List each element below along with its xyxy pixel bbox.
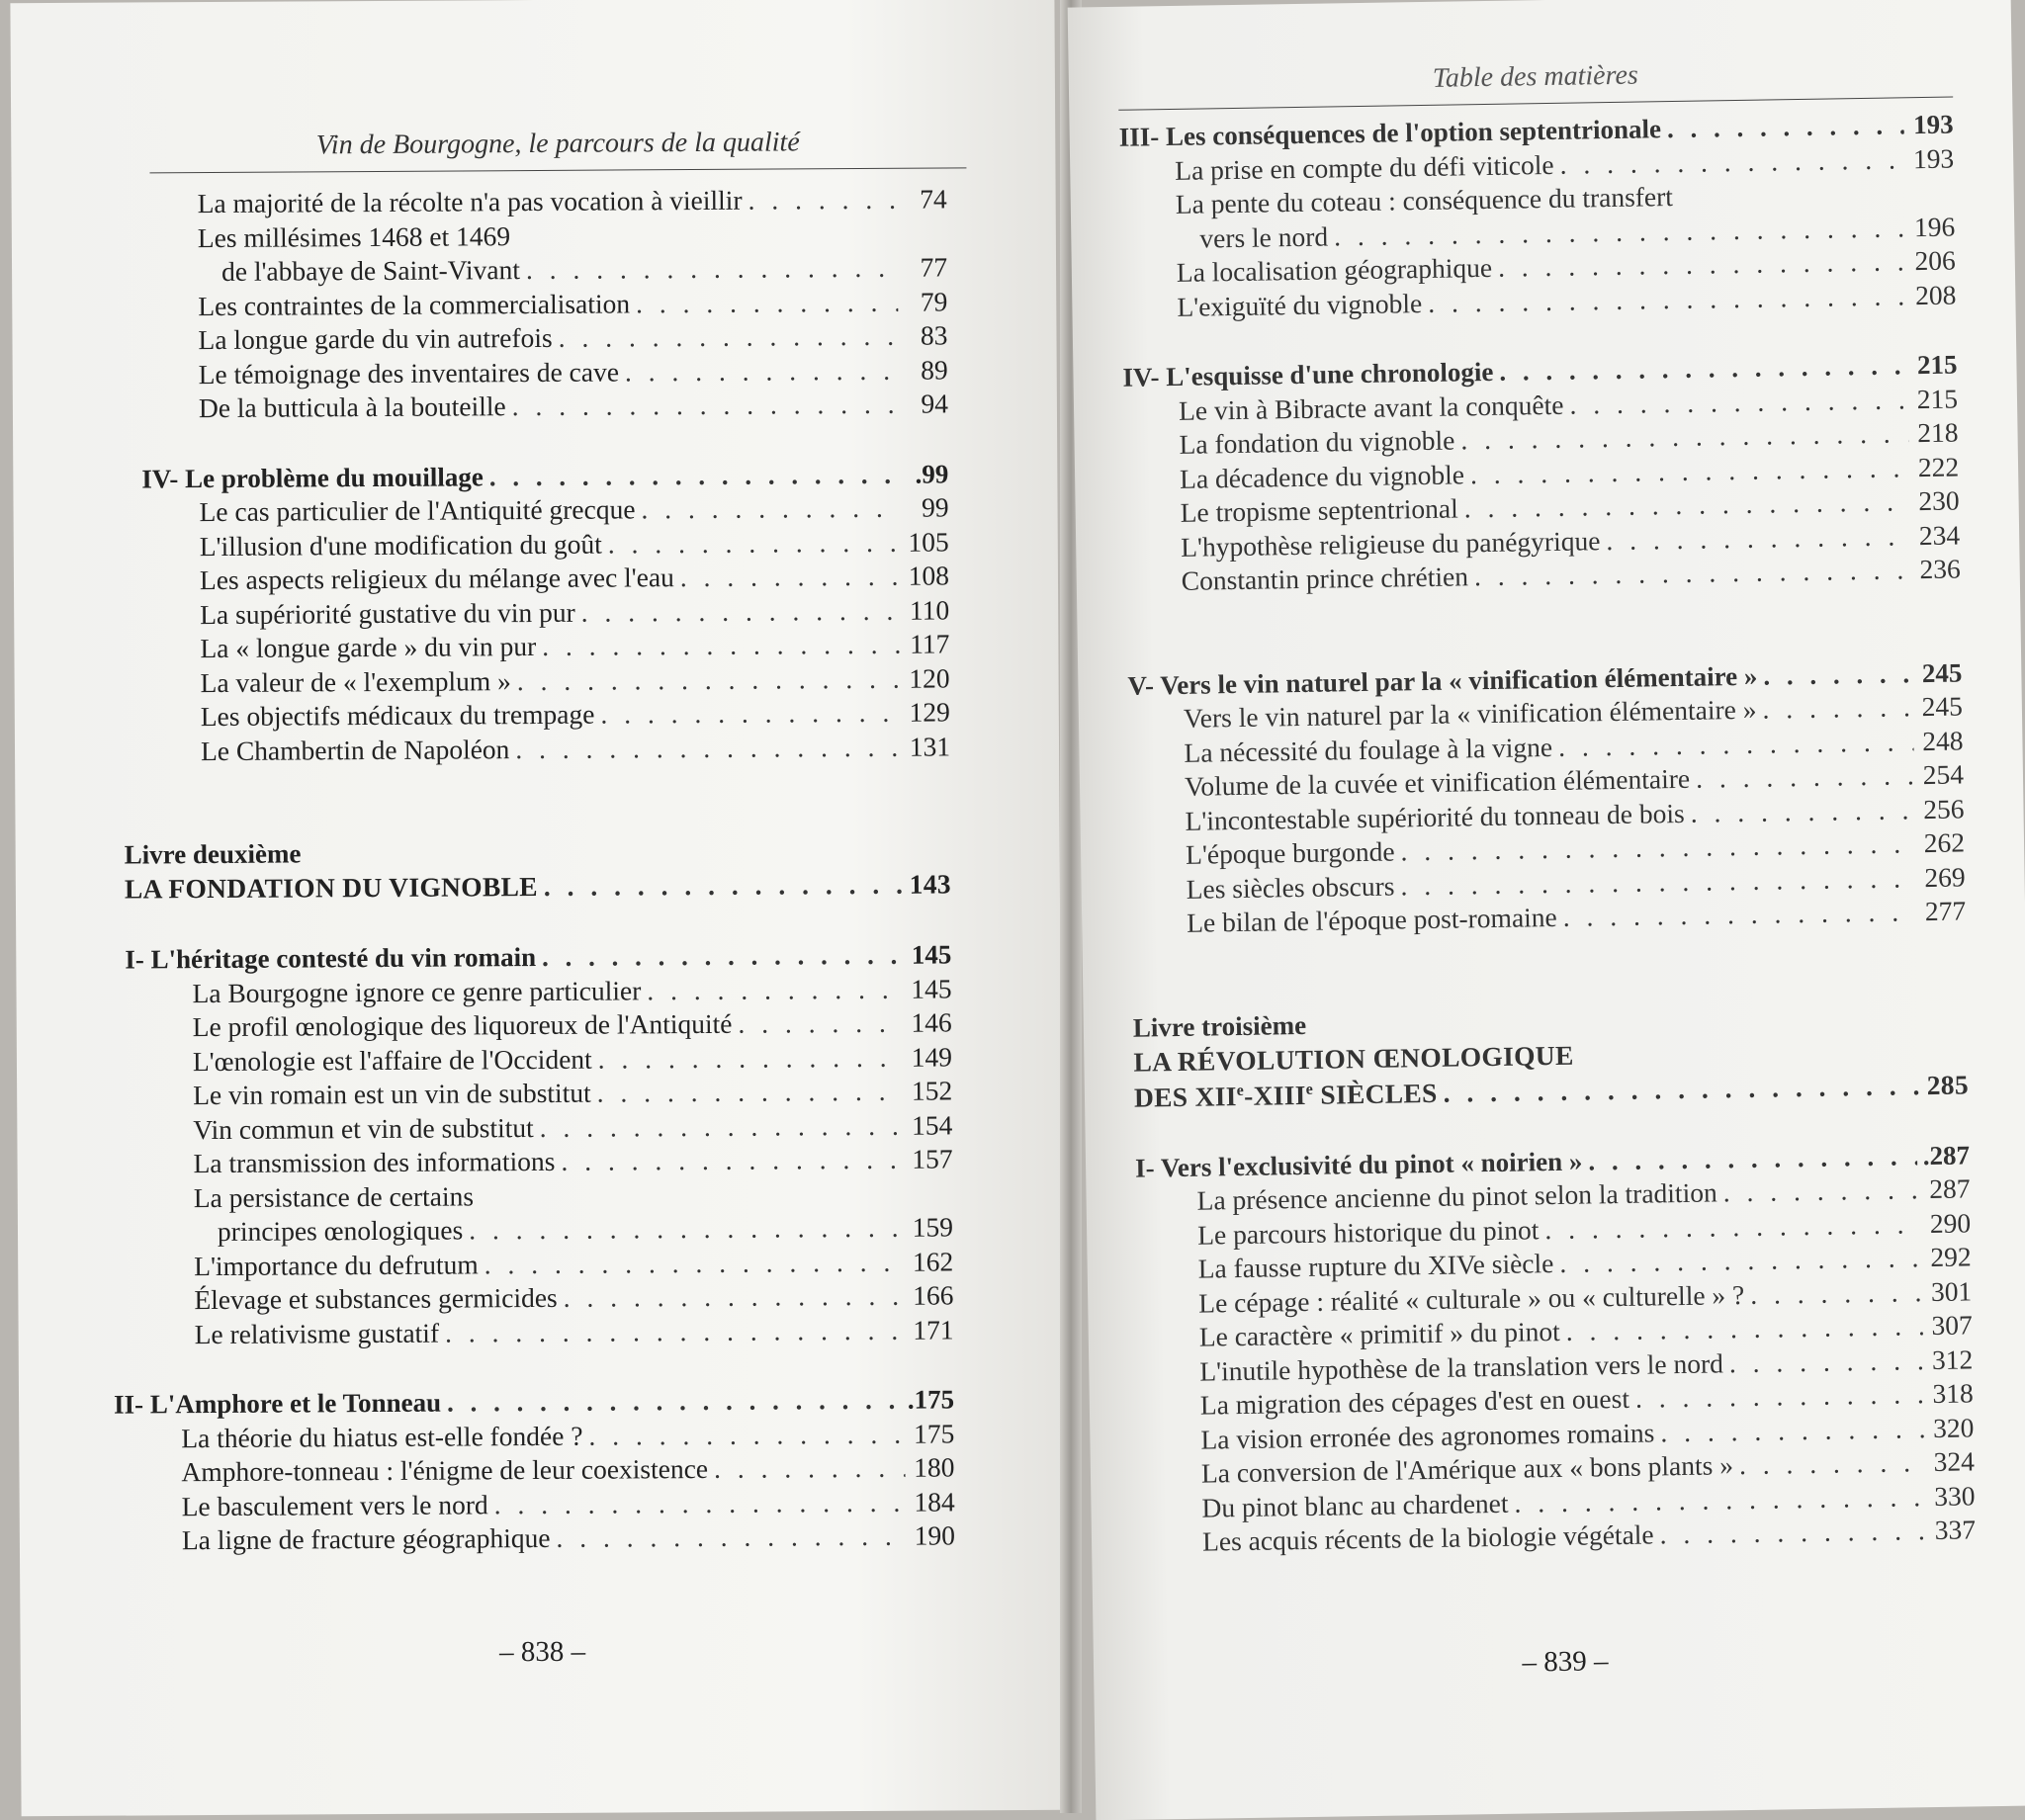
toc-entry: Le profil œnologique des liquoreux de l'Antiquité . . . 146 [126, 1005, 952, 1045]
toc-entry: Le cas particulier de l'Antiquité grecque . . . 99 [122, 490, 948, 530]
toc-entry: Le Chambertin de Napoléon . . . 131 [124, 730, 950, 769]
toc-entry: L'époque burgonde . . . 262 [1130, 825, 1965, 873]
toc-entry: Les contraintes de la commercialisation . . . 79 [121, 285, 947, 324]
toc-section-heading: IV- L'esquisse d'une chronologie . . . 215 [1122, 348, 1957, 395]
toc-entry: Les millésimes 1468 et 1469 [197, 219, 511, 253]
toc-entry: Le vin romain est un vin de substitut . . . 152 [126, 1074, 952, 1113]
toc-entry: Vers le vin naturel par la « vinification élémentaire » . . . 245 [1128, 689, 1963, 737]
toc-entry: L'importance du defrutum . . . 162 [127, 1245, 953, 1284]
toc-entry: La « longue garde » du vin pur . . . 117 [123, 627, 949, 666]
toc-entry: vers le nord . . . 196 [1120, 210, 1955, 257]
toc-entry: Le témoignage des inventaires de cave . . . 89 [122, 353, 948, 392]
right-page [1068, 0, 2025, 1820]
toc-entry: Les acquis récents de la biologie végétale . . . 337 [1141, 1513, 1976, 1560]
toc-entry: De la butticula à la bouteille . . . 94 [122, 387, 948, 426]
page-number: – 838 – [499, 1635, 586, 1669]
toc-entry: La transmission des informations . . . 157 [126, 1142, 952, 1181]
toc-entry: Vin commun et vin de substitut . . . 154 [126, 1108, 952, 1148]
right-running-head: Table des matières [1118, 55, 1954, 111]
toc-entry: L'inutile hypothèse de la translation vers le nord . . . 312 [1138, 1343, 1973, 1390]
toc-entry: Le tropisme septentrional . . . 230 [1124, 484, 1959, 532]
toc-entry: principes œnologiques . . . 159 [127, 1210, 953, 1250]
book-title: LA RÉVOLUTION ŒNOLOGIQUE [1133, 1039, 1574, 1078]
toc-entry: de l'abbaye de Saint-Vivant . . . 77 [121, 250, 947, 290]
toc-section-heading: I- L'héritage contesté du vin romain . . . 145 [125, 937, 951, 977]
toc-entry: Volume de la cuvée et vinification élémentaire . . . 254 [1129, 757, 1964, 805]
toc-entry: Le cépage : réalité « culturale » ou « culturelle » ? . . . 301 [1137, 1274, 1972, 1322]
toc-entry: Du pinot blanc au chardenet . . . 330 [1140, 1479, 1975, 1526]
toc-entry: La nécessité du foulage à la vigne . . . 248 [1128, 724, 1963, 771]
toc-entry: La persistance de certains [193, 1179, 475, 1213]
toc-entry: Le bilan de l'époque post-romaine . . . 277 [1131, 894, 1966, 941]
toc-section-heading: III- Les conséquences de l'option septentrionale . . . 193 [1118, 108, 1953, 155]
toc-entry: La majorité de la récolte n'a pas vocation à vieillir . . . 74 [121, 182, 947, 221]
toc-entry: La prise en compte du défi viticole . . . 193 [1119, 141, 1954, 189]
toc-entry: La longue garde du vin autrefois . . . 83 [121, 318, 947, 358]
toc-entry: La vision erronée des agronomes romains . . . 320 [1139, 1411, 1974, 1458]
toc-entry: L'hypothèse religieuse du panégyrique . . . 234 [1125, 518, 1960, 565]
toc-entry: La valeur de « l'exemplum » . . . 120 [124, 661, 950, 701]
toc-entry: Les siècles obscurs . . . 269 [1130, 860, 1965, 908]
toc-entry: L'illusion d'une modification du goût . . . 105 [123, 525, 949, 564]
toc-entry: La présence ancienne du pinot selon la tradition . . . 287 [1135, 1171, 1970, 1219]
book-label: Livre troisième [1132, 1009, 1307, 1043]
toc-entry: La décadence du vignoble . . . 222 [1124, 450, 1959, 497]
toc-entry: La migration des cépages d'est en ouest . . . 318 [1139, 1376, 1974, 1424]
toc-entry: Le basculement vers le nord . . . 184 [129, 1485, 955, 1524]
toc-entry: Amphore-tonneau : l'énigme de leur coexistence . . . 180 [128, 1450, 954, 1490]
toc-section-heading: II- L'Amphore et le Tonneau . . . .175 [114, 1382, 954, 1422]
book-title-line-2: DES XIIe-XIIIe SIÈCLES . . . 285 [1134, 1067, 1969, 1115]
toc-entry: La conversion de l'Amérique aux « bons plants » . . . 324 [1140, 1444, 1975, 1492]
toc-section-heading: IV- Le problème du mouillage . . . .99 [122, 457, 948, 496]
toc-entry: Constantin prince chrétien . . . 236 [1126, 552, 1961, 599]
toc-entry: Le caractère « primitif » du pinot . . . 307 [1138, 1308, 1973, 1355]
toc-entry: La supériorité gustative du vin pur . . . 110 [123, 593, 949, 633]
toc-entry: La théorie du hiatus est-elle fondée ? . . . 175 [128, 1417, 954, 1456]
right-toc [1118, 108, 1976, 1561]
toc-entry: La fausse rupture du XIVe siècle . . . 292 [1136, 1240, 1971, 1287]
toc-entry: La fondation du vignoble . . . 218 [1123, 416, 1958, 464]
toc-entry: La localisation géographique . . . 206 [1121, 244, 1956, 292]
toc-entry: L'incontestable supériorité du tonneau de bois . . . 256 [1129, 792, 1964, 839]
left-toc [113, 182, 955, 1558]
book-label: Livre deuxième [124, 838, 302, 870]
left-page [10, 0, 1065, 1816]
toc-entry: Le relativisme gustatif . . . 171 [128, 1313, 954, 1352]
toc-entry: Le vin à Bibracte avant la conquête . . . 215 [1123, 382, 1958, 429]
book-title: LA FONDATION DU VIGNOBLE . . . 143 [125, 866, 951, 907]
toc-entry: La pente du coteau : conséquence du transfert [1175, 181, 1674, 219]
toc-entry: L'œnologie est l'affaire de l'Occident . . . 149 [126, 1040, 952, 1080]
toc-entry: Les aspects religieux du mélange avec l'eau . . . 108 [123, 559, 949, 598]
toc-entry: Le parcours historique du pinot . . . 290 [1136, 1206, 1971, 1254]
toc-entry: La Bourgogne ignore ce genre particulier . . . 145 [125, 972, 951, 1011]
toc-entry: Les objectifs médicaux du trempage . . . 129 [124, 695, 950, 735]
toc-entry: La ligne de fracture géographique . . . 190 [129, 1518, 955, 1558]
toc-section-heading: V- Vers le vin naturel par la « vinification élémentaire » . . . 245 [1127, 655, 1962, 703]
page-number: – 839 – [1522, 1645, 1609, 1679]
left-running-head: Vin de Bourgogne, le parcours de la qualité [149, 126, 966, 173]
toc-entry: L'exiguïté du vignoble . . . 208 [1121, 278, 1956, 325]
toc-section-heading: I- Vers l'exclusivité du pinot « noirien » . . . .287 [1135, 1138, 1970, 1185]
toc-entry: Élevage et substances germicides . . . 166 [127, 1278, 953, 1318]
